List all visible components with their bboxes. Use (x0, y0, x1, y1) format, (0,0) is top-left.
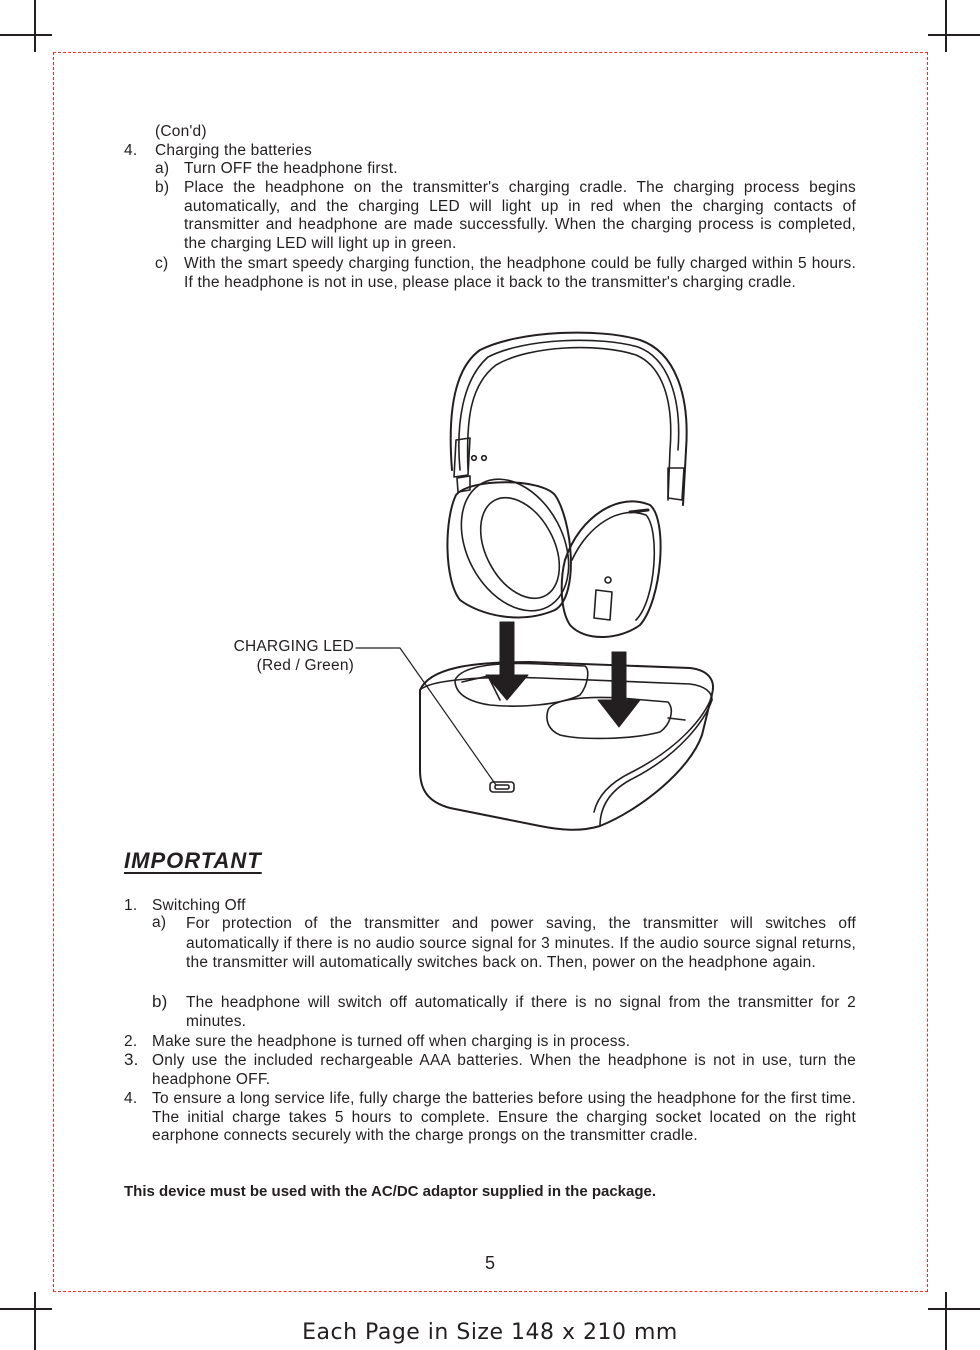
list-marker: a) (152, 914, 167, 931)
list-item: Switching Off (152, 897, 246, 914)
list-marker: b) (152, 992, 168, 1011)
list-number: 4. (124, 1090, 138, 1107)
charging-led-colors: (Red / Green) (256, 657, 354, 674)
section-number: 4. (124, 142, 138, 159)
list-marker: b) (155, 179, 170, 196)
list-item: Only use the included rechargeable AAA batteries. When the headphone is not in use, turn the headphone OFF. (152, 1052, 856, 1088)
list-marker: a) (155, 160, 170, 177)
list-item: Turn OFF the headphone first. (184, 160, 398, 177)
charging-led-callout: CHARGING LED (233, 638, 354, 655)
page-size-footer: Each Page in Size 148 x 210 mm (302, 1320, 678, 1345)
list-item: The headphone will switch off automatically if there is no signal from the transmitter for 2 minutes. (186, 994, 856, 1030)
list-number: 3. (124, 1050, 139, 1069)
section-title: Charging the batteries (155, 142, 312, 159)
list-item: Place the headphone on the transmitter's charging cradle. The charging process begins automatically, and the charging LED will light up in red when the charging contacts of transmitter and headphone are made successfully. When the charging process is completed, the charging LED will light up in green. (184, 179, 856, 252)
list-marker: c) (155, 255, 169, 272)
adaptor-note: This device must be used with the AC/DC adaptor supplied in the package. (124, 1183, 657, 1200)
list-item: Make sure the headphone is turned off when charging is in process. (152, 1033, 631, 1050)
page-number: 5 (484, 1253, 495, 1273)
cond-label: (Con'd) (155, 123, 207, 140)
list-item: For protection of the transmitter and power saving, the transmitter will switches off automatically if there is no audio source signal for 3 minutes. If the audio source signal returns, the transmitter will automatically switches back on. Then, power on the headphone again. (186, 915, 856, 971)
important-heading: IMPORTANT (124, 848, 262, 873)
list-number: 2. (124, 1033, 138, 1050)
list-number: 1. (124, 897, 138, 914)
list-item: With the smart speedy charging function, the headphone could be fully charged within 5 hours. If the headphone is not in use, please place it back to the transmitter's charging cradle. (184, 255, 856, 291)
list-item: To ensure a long service life, fully charge the batteries before using the headphone for the first time. The initial charge takes 5 hours to complete. Ensure the charging socket located on the right earphone connects securely with the charge prongs on the transmitter cradle. (152, 1090, 856, 1144)
